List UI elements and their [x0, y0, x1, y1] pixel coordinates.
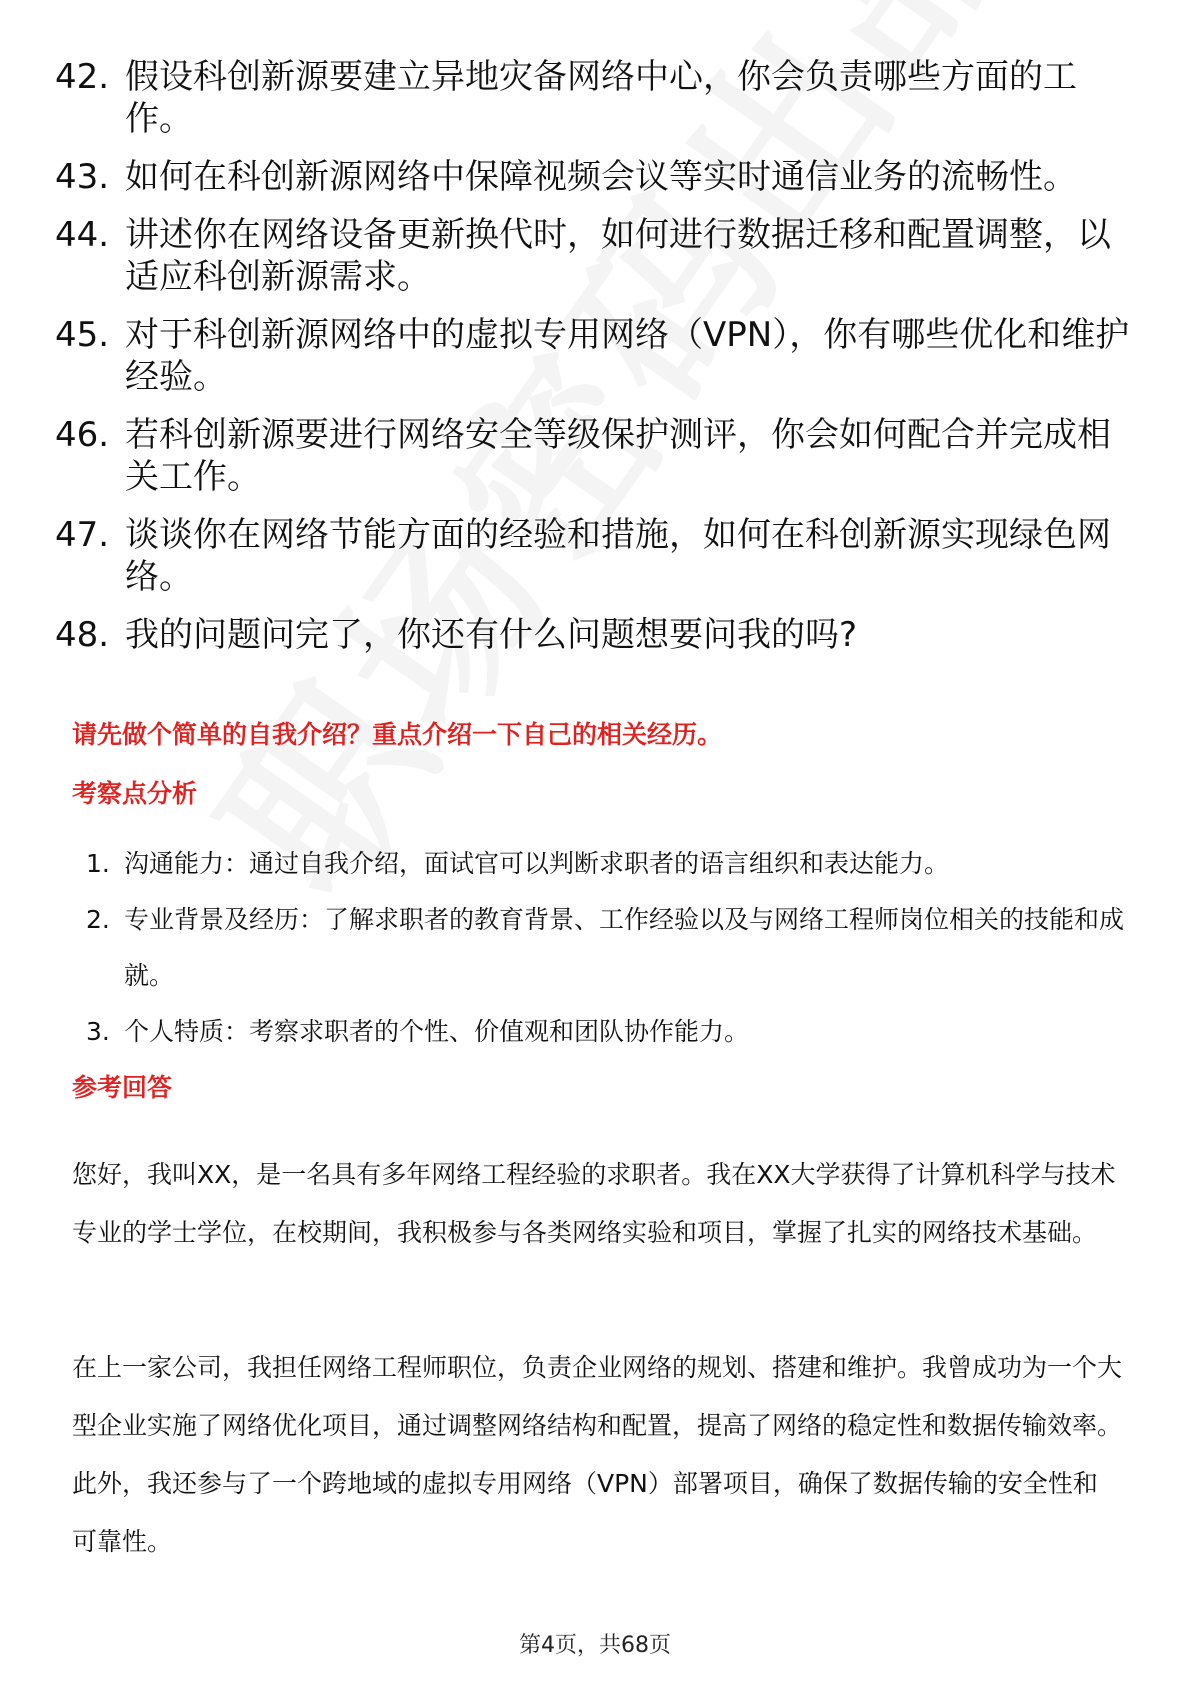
question-item [55, 314, 1135, 398]
question-list [55, 56, 1135, 672]
analysis-points [86, 836, 1126, 1060]
question-text: 假设科创新源要建立异地灾备网络中心，你会负责哪些方面的工作。 [125, 57, 1077, 139]
question-number: 44. [55, 215, 110, 255]
analysis-point [86, 836, 1126, 892]
question-text: 若科创新源要进行网络安全等级保护测评，你会如何配合并完成相关工作。 [125, 415, 1111, 497]
analysis-point [86, 892, 1126, 1004]
question-number: 45. [55, 315, 110, 355]
point-number: 1. [86, 849, 110, 878]
question-item [55, 514, 1135, 598]
analysis-heading: 考察点分析 [72, 779, 198, 808]
question-text: 对于科创新源网络中的虚拟专用网络（VPN），你有哪些优化和维护经验。 [125, 315, 1130, 397]
question-number: 43. [55, 157, 110, 197]
question-number: 47. [55, 515, 110, 555]
point-text: 专业背景及经历：了解求职者的教育背景、工作经验以及与网络工程师岗位相关的技能和成就。 [124, 905, 1125, 990]
question-item [55, 156, 1135, 198]
question-item [55, 414, 1135, 498]
question-item [55, 56, 1135, 140]
point-number: 3. [86, 1017, 110, 1046]
answer-paragraph: 您好，我叫XX，是一名具有多年网络工程经验的求职者。我在XX大学获得了计算机科学与技术专业的学士学位，在校期间，我积极参与各类网络实验和项目，掌握了扎实的网络技术基础。 [72, 1160, 1116, 1247]
answer-paragraph: 在上一家公司，我担任网络工程师职位，负责企业网络的规划、搭建和维护。我曾成功为一个大型企业实施了网络优化项目，通过调整网络结构和配置，提高了网络的稳定性和数据传输效率。此外，我还参与了一个跨地域的虚拟专用网络（VPN）部署项目，确保了数据传输的安全性和可靠性。 [72, 1353, 1123, 1556]
question-item [55, 614, 1135, 656]
question-number: 48. [55, 615, 110, 655]
question-text: 讲述你在网络设备更新换代时，如何进行数据迁移和配置调整，以适应科创新源需求。 [125, 215, 1111, 297]
point-number: 2. [86, 905, 110, 934]
point-text: 个人特质：考察求职者的个性、价值观和团队协作能力。 [124, 1017, 750, 1046]
question-number: 42. [55, 57, 110, 97]
question-text: 如何在科创新源网络中保障视频会议等实时通信业务的流畅性。 [125, 157, 1077, 197]
question-item [55, 214, 1135, 298]
question-text: 谈谈你在网络节能方面的经验和措施，如何在科创新源实现绿色网络。 [125, 515, 1111, 597]
answer-heading: 参考回答 [72, 1073, 173, 1102]
question-number: 46. [55, 415, 110, 455]
page-footer: 第4页，共68页 [519, 1633, 671, 1658]
analysis-point [86, 1004, 1126, 1060]
question-text: 我的问题问完了，你还有什么问题想要问我的吗? [125, 615, 858, 655]
point-text: 沟通能力：通过自我介绍，面试官可以判断求职者的语言组织和表达能力。 [124, 849, 950, 878]
highlight-question: 请先做个简单的自我介绍？重点介绍一下自己的相关经历。 [72, 720, 723, 749]
